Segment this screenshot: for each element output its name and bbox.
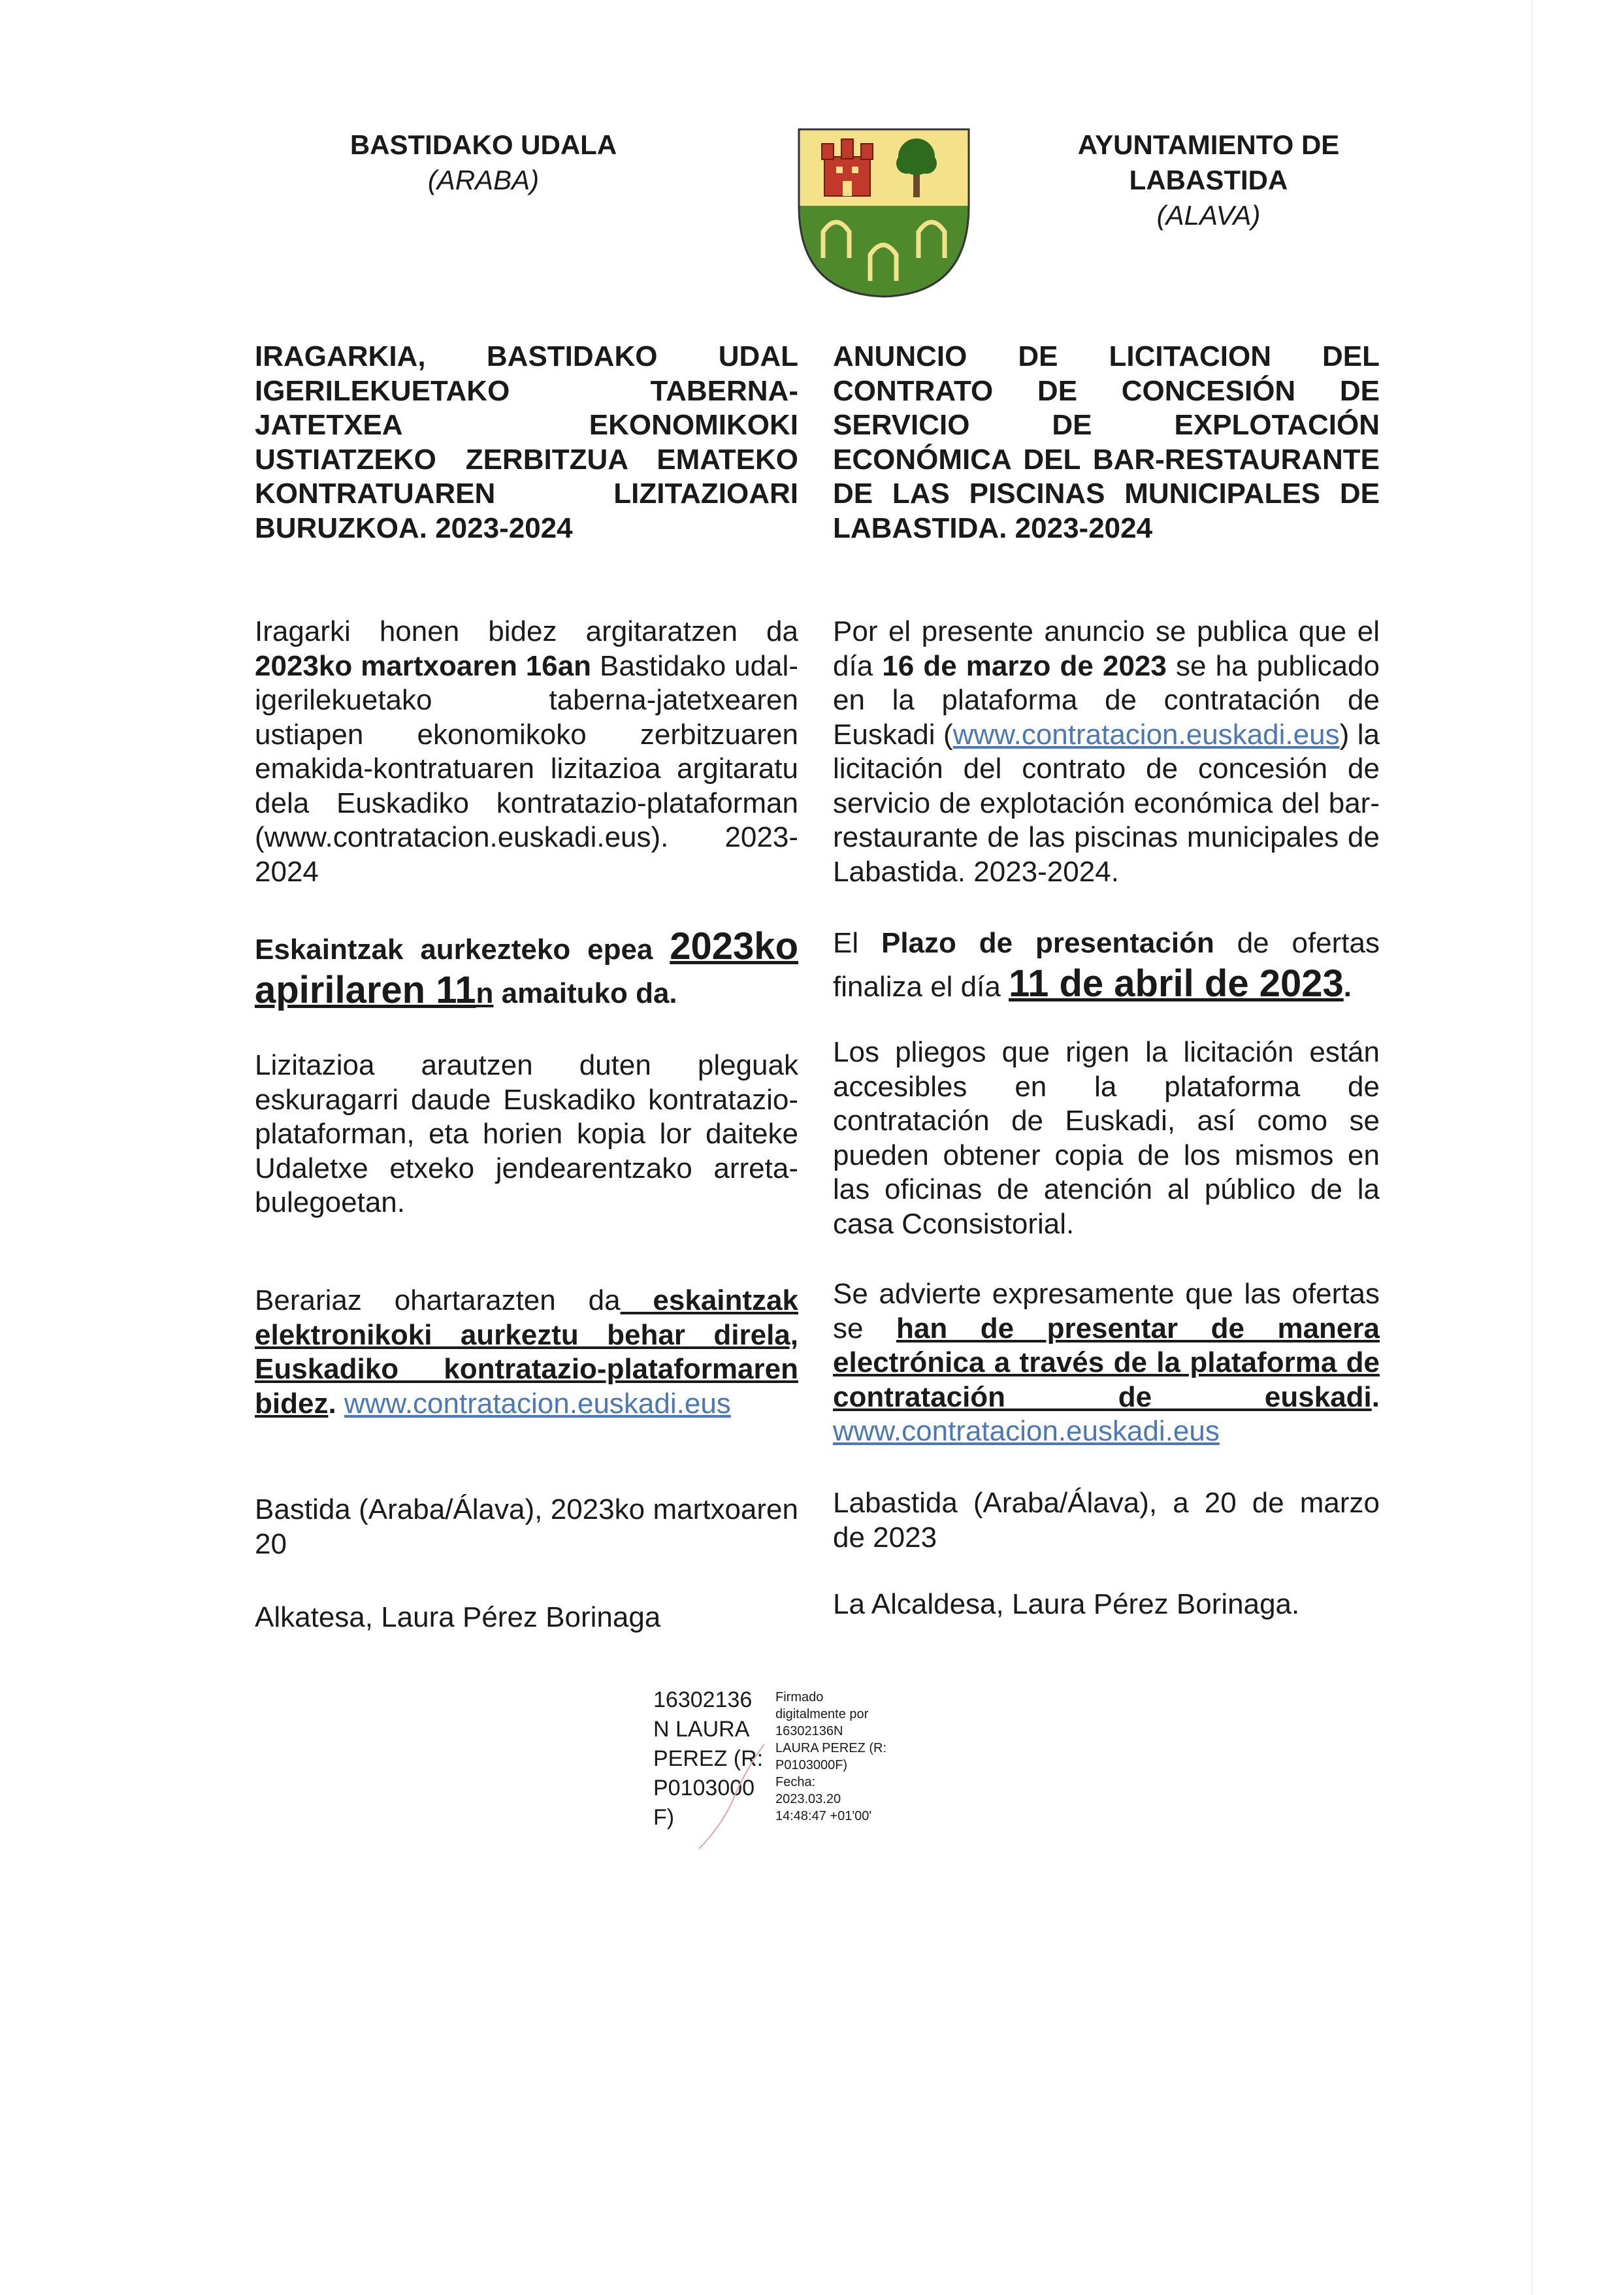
right-deadline-date: 11 de abril de 2023 (1009, 962, 1344, 1005)
left-paragraph-2: Eskaintzak aurkezteko epea 2023ko apirilaren 11n amaituko da. (255, 925, 798, 1011)
left-p4-emphasis: eskaintzak elektronikoki aurkeztu behar direla, Euskadiko kontratazio-plataformaren bidez (255, 1284, 799, 1420)
right-paragraph-2: El Plazo de presentación de ofertas finaliza el día 11 de abril de 2023. (833, 927, 1380, 1005)
coat-of-arms-icon (797, 127, 971, 299)
page-edge-line (1531, 0, 1533, 2295)
left-paragraph-4: Berariaz ohartarazten da eskaintzak elektronikoki aurkeztu behar direla, Euskadiko kontratazio-plataformaren bidez. www.contratacion.euskadi.eus (255, 1284, 799, 1420)
right-signer: La Alcaldesa, Laura Pérez Borinaga. (833, 1588, 1300, 1620)
signature-details: Firmado digitalmente por 16302136N LAURA PEREZ (R: P0103000F) Fecha: 2023.03.20 14:48:47 +01'00' (775, 1690, 887, 1823)
header-right-name-1: AYUNTAMIENTO DE (1077, 129, 1340, 160)
right-p4-emphasis: han de presentar de manera electrónica a través de la plataforma de contratación de euskadi (833, 1312, 1380, 1413)
left-title: IRAGARKIA, BASTIDAKO UDAL IGERILEKUETAKO TABERNA-JATETXEA EKONOMIKOKI USTIATZEKO ZERBITZUA EMATEKO KONTRATUAREN LIZITAZIOARI BURUZKOA. 2023-2024 (255, 340, 798, 544)
left-place-date: Bastida (Araba/Álava), 2023ko martxoaren 20 (255, 1493, 798, 1560)
header-right-region: (ALAVA) (1156, 200, 1261, 231)
header-left-region: (ARABA) (427, 165, 540, 195)
signature-stroke-icon (692, 1731, 771, 1855)
right-paragraph-4: Se advierte expresamente que las ofertas se han de presentar de manera electrónica a través de la plataforma de contratación de euskadi. www.contratacion.euskadi.eus (833, 1278, 1380, 1447)
right-paragraph-3: Los pliegos que rigen la licitación están accesibles en la plataforma de contratación de Euskadi, así como se pueden obtener copia de los mismos en las oficinas de atención al público de la casa Cconsistorial. (833, 1036, 1380, 1240)
left-signer: Alkatesa, Laura Pérez Borinaga (255, 1601, 661, 1633)
right-paragraph-1: Por el presente anuncio se publica que el día 16 de marzo de 2023 se ha publicado en la plataforma de contratación de Euskadi (www.contratacion.euskadi.eus) la licitación del contrato de concesión de servicio de explotación económica del bar-restaurante de las piscinas municipales de Labastida. 2023-2024. (833, 615, 1380, 888)
header-right-name-2: LABASTIDA (1129, 165, 1288, 195)
left-paragraph-3: Lizitazioa arautzen duten pleguak eskuragarri daude Euskadiko kontratazio-plataforman, eta horien kopia lor daiteke Udaletxe etxeko jendearentzako arreta-bulegoetan. (255, 1049, 798, 1218)
left-deadline-date-2: apirilaren 11 (255, 969, 476, 1011)
header-left (314, 127, 653, 198)
left-p1-date: 2023ko martxoaren 16an (255, 649, 592, 682)
header-left-name: BASTIDAKO UDALA (349, 129, 617, 160)
left-paragraph-1: Iragarki honen bidez argitaratzen da 2023ko martxoaren 16an Bastidako udal-igerilekuetako taberna-jatetxearen ustiapen ekonomikoko zerbitzuaren emakida-kontratuaren lizitazioa argitaratu dela Euskadiko kontratazio-plataforman (www.contratacion.euskadi.eus). 2023-2024 (255, 615, 798, 888)
right-portal-link-2[interactable]: www.contratacion.euskadi.eus (833, 1415, 1220, 1447)
right-p1-date: 16 de marzo de 2023 (882, 649, 1167, 682)
right-portal-link-1[interactable]: www.contratacion.euskadi.eus (952, 718, 1340, 751)
header-right (1039, 127, 1378, 233)
right-place-date: Labastida (Araba/Álava), a 20 de marzo de 2023 (833, 1487, 1380, 1554)
left-portal-link[interactable]: www.contratacion.euskadi.eus (344, 1387, 731, 1420)
right-title: ANUNCIO DE LICITACION DEL CONTRATO DE CONCESIÓN DE SERVICIO DE EXPLOTACIÓN ECONÓMICA DEL BAR-RESTAURANTE DE LAS PISCINAS MUNICIPALES DE LABASTIDA. 2023-2024 (833, 340, 1380, 544)
left-deadline-date-1: 2023ko (670, 925, 798, 968)
signature-id-block: 16302136 N LAURA PEREZ (R: P0103000 F) (653, 1687, 764, 1830)
